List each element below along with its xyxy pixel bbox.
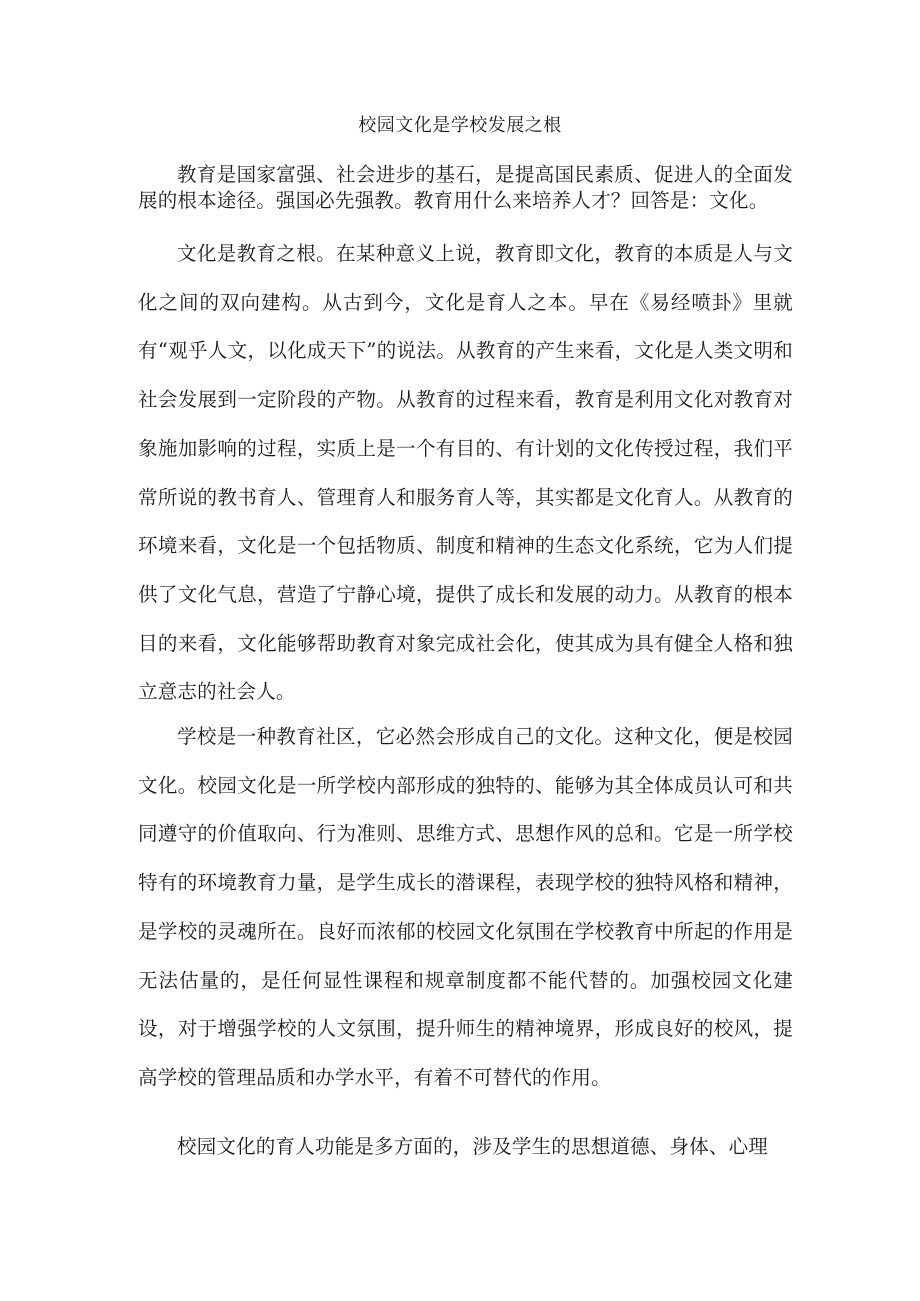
paragraph-culture-root: 文化是教育之根。在某种意义上说，教育即文化，教育的本质是人与文化之间的双向建构。从古到今，文化是育人之本。早在《易经喷卦》里就有“观乎人文，以化成天下”的说法。从教育的产生来看，文化是人类文明和社会发展到一定阶段的产物。从教育的过程来看，教育是利用文化对教育对象施加影响的过程，实质上是一个有目的、有计划的文化传授过程，我们平常所说的教书育人、管理育人和服务育人等，其实都是文化育人。从教育的环境来看，文化是一个包括物质、制度和精神的生态文化系统，它为人们提供了文化气息，营造了宁静心境，提供了成长和发展的动力。从教育的根本目的来看，文化能够帮助教育对象完成社会化，使其成为具有健全人格和独立意志的社会人。 — [138, 242, 793, 704]
paragraph-education-function: 校园文化的育人功能是多方面的，涉及学生的思想道德、身体、心理 — [177, 1135, 769, 1158]
document-title: 校园文化是学校发展之根 — [358, 115, 562, 136]
paragraph-campus-culture: 学校是一种教育社区，它必然会形成自己的文化。这种文化，便是校园文化。校园文化是一所学校内部形成的独特的、能够为其全体成员认可和共同遵守的价值取向、行为准则、思维方式、思想作风的总和。它是一所学校特有的环境教育力量，是学生成长的潜课程，表现学校的独特风格和精神，是学校的灵魂所在。良好而浓郁的校园文化氛围在学校教育中所起的作用是无法估量的，是任何显性课程和规章制度都不能代替的。加强校园文化建设，对于增强学校的人文氛围，提升师生的精神境界，形成良好的校风，提高学校的管理品质和办学水平，有着不可替代的作用。 — [138, 725, 793, 1089]
paragraph-intro: 教育是国家富强、社会进步的基石，是提高国民素质、促进人的全面发展的根本途径。强国必先强教。教育用什么来培养人才？回答是：文化。 — [138, 163, 793, 212]
